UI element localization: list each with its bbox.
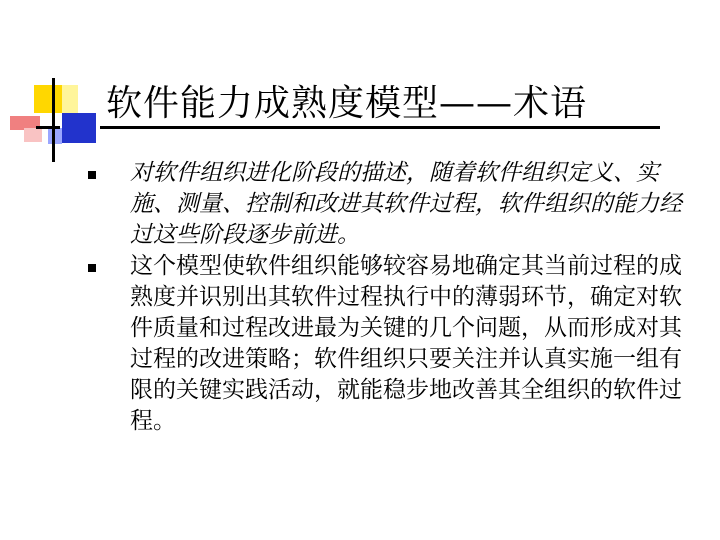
square-bullet-icon — [88, 171, 96, 179]
bullet-item-definition — [88, 158, 698, 251]
square-bullet-icon — [88, 264, 96, 272]
vertical-rule — [52, 78, 55, 162]
light-blue-square — [48, 128, 62, 144]
title-underline — [100, 126, 660, 129]
blue-square — [62, 113, 96, 143]
bullet-text: 对软件组织进化阶段的描述，随着软件组织定义、实施、测量、控制和改进其软件过程，软件组织的能力经过这些阶段逐步前进。 — [130, 160, 682, 248]
bullet-item-purpose — [88, 251, 698, 437]
light-pink-square — [24, 128, 42, 142]
decorative-logo — [0, 0, 100, 170]
yellow-square — [34, 85, 62, 113]
bullet-text: 这个模型使软件组织能够较容易地确定其当前过程的成熟度并识别出其软件过程执行中的薄弱环节，确定对软件质量和过程改进最为关键的几个问题，从而形成对其过程的改进策略；软件组织只要关注并认真实施一组有限的关键实践活动，就能稳步地改善其全组织的软件过程。 — [130, 253, 682, 434]
bullet-list — [88, 158, 698, 437]
light-yellow-square — [62, 85, 78, 113]
short-horizontal-rule — [36, 126, 60, 129]
slide-title: 软件能力成熟度模型——术语 — [106, 83, 588, 124]
